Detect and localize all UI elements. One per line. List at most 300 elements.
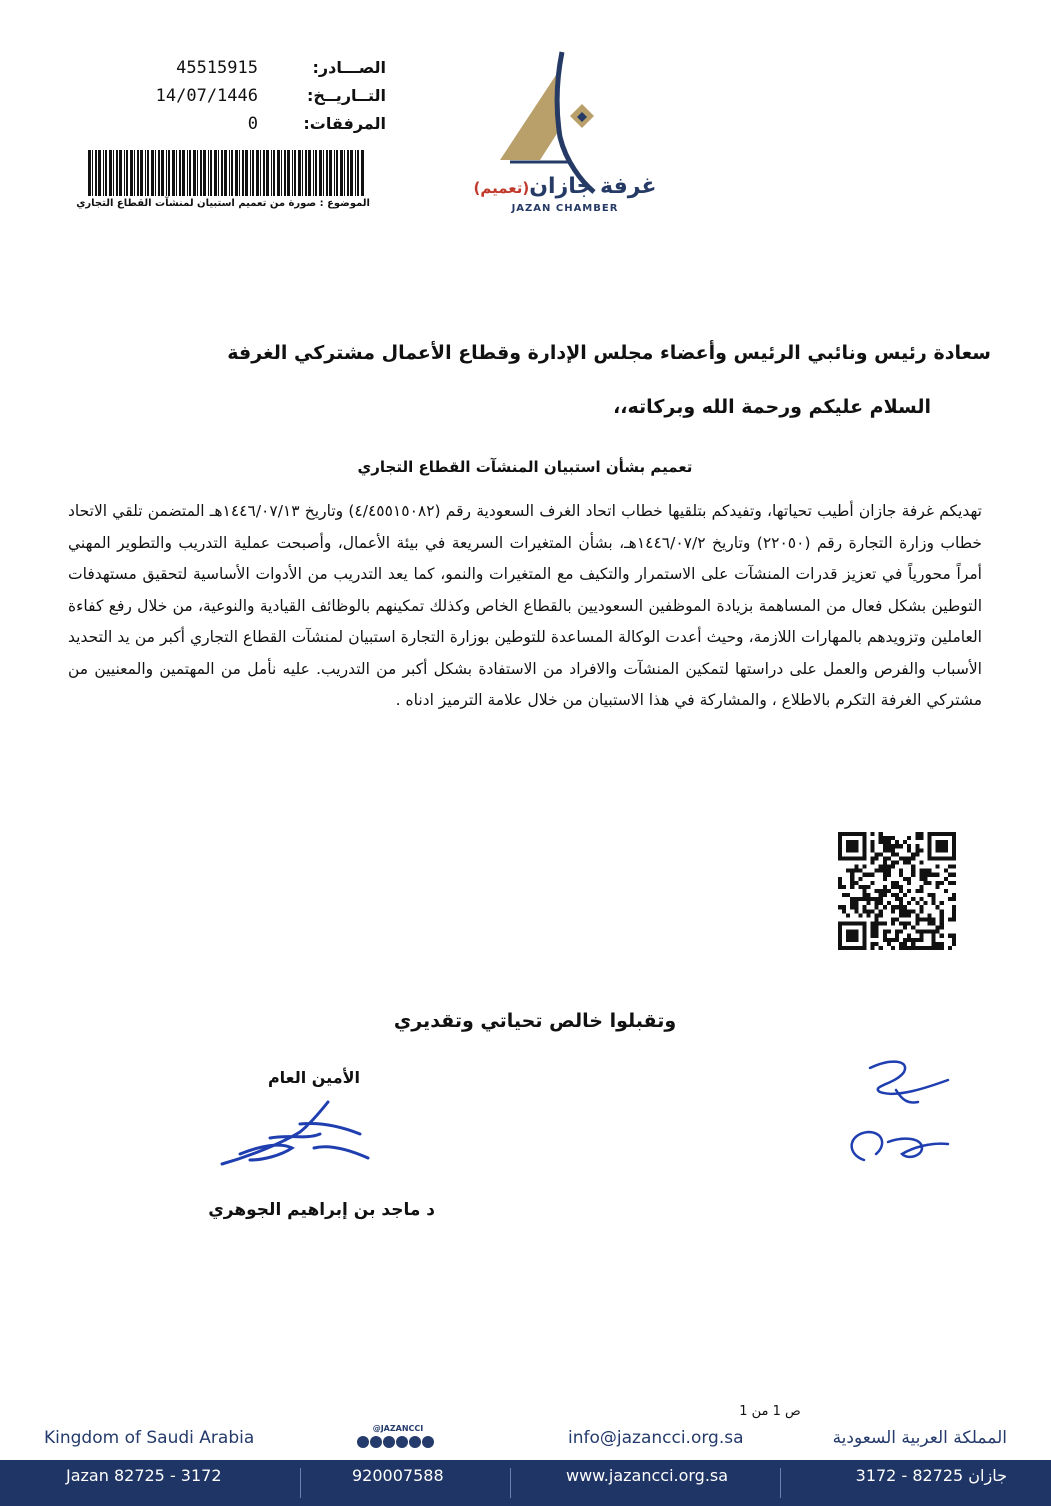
barcode-bar	[166, 150, 167, 196]
qr-module	[915, 901, 919, 905]
closing-line: وتقبلوا خالص تحياتي وتقديري	[393, 1010, 677, 1032]
qr-module	[952, 913, 956, 917]
social-handle[interactable]: @JAZANCCI	[372, 1424, 424, 1433]
barcode-bar	[357, 150, 359, 196]
qr-module	[932, 922, 936, 926]
qr-module	[899, 942, 903, 946]
qr-module	[899, 909, 903, 913]
qr-module	[879, 889, 883, 893]
barcode-bar	[242, 150, 244, 196]
barcode	[86, 150, 366, 196]
qr-module	[907, 856, 911, 860]
qr-module	[887, 836, 891, 840]
qr-module	[936, 926, 940, 930]
qr-module	[907, 946, 911, 950]
qr-module	[862, 889, 866, 893]
qr-module	[838, 885, 842, 889]
qr-module	[936, 942, 940, 946]
qr-module	[915, 844, 919, 848]
qr-module	[871, 946, 875, 950]
barcode-bar	[271, 150, 272, 196]
issued-number: 45515915	[176, 58, 258, 78]
qr-module	[895, 917, 899, 921]
qr-module	[932, 930, 936, 934]
qr-module	[923, 881, 927, 885]
qr-module	[850, 885, 854, 889]
qr-module	[895, 885, 899, 889]
qr-module	[871, 909, 875, 913]
qr-module	[895, 905, 899, 909]
qr-module	[903, 942, 907, 946]
qr-module	[887, 856, 891, 860]
qr-module	[862, 893, 866, 897]
qr-module	[895, 860, 899, 864]
qr-module	[919, 889, 923, 893]
qr-module	[915, 848, 919, 852]
qr-module	[891, 946, 895, 950]
qr-module	[907, 836, 911, 840]
barcode-bar	[200, 150, 202, 196]
qr-module	[879, 946, 883, 950]
qr-module	[850, 901, 854, 905]
qr-module	[895, 930, 899, 934]
qr-module	[871, 873, 875, 877]
qr-module	[842, 893, 846, 897]
qr-module	[911, 852, 915, 856]
qr-module	[858, 913, 862, 917]
barcode-bar	[326, 150, 328, 196]
letter-body: تهديكم غرفة جازان أطيب تحياتها، وتفيدكم بتلقيها خطاب اتحاد الغرف السعودية رقم (٤/٤٥٥١٥٠٨٢) وتاريخ ١٤٤٦/٠٧/١٣هـ المتضمن تلقي الاتحاد خطاب وزارة التجارة رقم (٢٢٠٥٠) وتاريخ ١٤٤٦/٠٧/٢هـ، بشأن المتغيرات السريعة في بيئة الأعمال، وأصبحت عملية التدريب والتطوير المهني أمراً محورياً في تعزيز قدرات المنشآت على الاستمرار والتكيف مع المتغيرات والنمو، كما يعد التدريب من الأدوات الأساسية لتحقيق مستهدفات التوطين بشكل فعال من المساهمة بزيادة الموظفين السعوديين بالقطاع الخاص وكذلك تمكينهم بالوظائف القيادية والنوعية، من خلال رفع كفاءة العاملين وتزويدهم بالمهارات اللازمة، وحيث أعدت الوكالة المساعدة للتوطين بوزارة التجارة استبيان لمنشآت القطاع التجاري أكبر من يد التحديد الأسباب والفرص والعمل على دراستها لتمكين المنشآت والافراد من الاستفادة بشكل أكبر من التدريب. عليه نأمل من المهتمين والمعنيين من مشتركي الغرفة التكرم بالاطلاع ، والمشاركة في هذا الاستبيان من خلال علامة الترميز ادناه .	[68, 502, 983, 709]
qr-module	[838, 832, 866, 836]
qr-module	[923, 917, 927, 921]
barcode-bar	[350, 150, 353, 196]
qr-module	[903, 913, 907, 917]
footer-website[interactable]: www.jazancci.org.sa	[566, 1466, 729, 1485]
barcode-bar	[113, 150, 114, 196]
qr-module	[915, 917, 919, 921]
qr-module	[871, 848, 875, 852]
qr-module	[952, 832, 956, 860]
qr-module	[948, 881, 952, 885]
qr-module	[887, 942, 891, 946]
qr-module	[891, 909, 895, 913]
barcode-bar	[105, 150, 107, 196]
qr-module	[919, 897, 923, 901]
qr-module	[879, 897, 883, 901]
qr-module	[866, 897, 870, 901]
qr-module	[871, 881, 875, 885]
qr-module	[891, 844, 895, 848]
page-number: ص 1 من 1	[739, 1404, 801, 1419]
qr-module	[883, 930, 887, 934]
barcode-bar	[168, 150, 170, 196]
date-label: التــاريــخ:	[306, 86, 386, 105]
qr-module	[899, 844, 903, 848]
qr-module	[928, 917, 932, 921]
logo-name-ar: غرفة جازان	[529, 174, 657, 199]
qr-module	[928, 869, 932, 873]
barcode-bar	[224, 150, 227, 196]
qr-module	[928, 893, 932, 897]
qr-module	[846, 869, 850, 873]
qr-module	[899, 930, 903, 934]
qr-module	[903, 877, 907, 881]
footer-country-ar: المملكة العربية السعودية	[832, 1428, 1007, 1448]
qr-module	[846, 893, 850, 897]
qr-module	[842, 905, 846, 909]
logo-wordmark-en: JAZAN CHAMBER	[511, 203, 619, 214]
qr-module	[883, 840, 887, 844]
barcode-bar	[250, 150, 251, 196]
qr-module	[940, 922, 944, 926]
barcode-bar	[329, 150, 332, 196]
barcode-bar	[210, 150, 212, 196]
qr-module	[907, 881, 911, 885]
issued-label: الصـــادر:	[312, 58, 386, 77]
barcode-bar	[284, 150, 286, 196]
qr-module	[936, 873, 940, 877]
qr-module	[895, 881, 899, 885]
qr-module	[899, 905, 903, 909]
barcode-bar	[218, 150, 219, 196]
qr-module	[952, 865, 956, 869]
barcode-bar	[281, 150, 282, 196]
qr-module	[875, 922, 879, 926]
barcode-bar	[187, 150, 188, 196]
qr-code[interactable]	[832, 832, 962, 950]
qr-module	[919, 885, 923, 889]
qr-module	[842, 909, 846, 913]
qr-module	[923, 901, 927, 905]
barcode-bar	[145, 150, 146, 196]
barcode-bar	[119, 150, 122, 196]
logo-tag: (تعميم)	[473, 179, 530, 197]
barcode-bar	[161, 150, 164, 196]
qr-module	[899, 856, 903, 860]
letter-meta	[148, 58, 386, 142]
signature-image	[210, 1094, 380, 1184]
qr-module	[911, 856, 915, 860]
qr-module	[919, 832, 923, 836]
qr-module	[952, 897, 956, 901]
attachments-row	[148, 114, 386, 142]
qr-module	[932, 938, 936, 942]
barcode-bar	[315, 150, 317, 196]
qr-module	[899, 873, 903, 877]
qr-module	[903, 840, 907, 844]
qr-module	[928, 922, 932, 926]
footer-separator	[300, 1468, 301, 1498]
qr-module	[858, 869, 862, 873]
qr-module	[891, 836, 895, 840]
qr-module	[911, 942, 915, 946]
barcode-bar	[252, 150, 254, 196]
footer-country-en: Kingdom of Saudi Arabia	[44, 1428, 255, 1448]
qr-module	[915, 836, 919, 840]
qr-module	[919, 905, 923, 909]
qr-module	[891, 922, 895, 926]
qr-module	[862, 922, 866, 950]
qr-module	[891, 905, 895, 909]
qr-module	[911, 926, 915, 930]
signer-name: د ماجد بن إبراهيم الجوهري	[208, 1200, 435, 1220]
qr-module	[862, 905, 866, 909]
qr-module	[911, 946, 915, 950]
qr-module	[895, 897, 899, 901]
barcode-bar	[298, 150, 301, 196]
qr-module	[871, 930, 875, 934]
qr-module	[862, 832, 866, 860]
qr-module	[911, 869, 915, 873]
qr-module	[875, 905, 879, 909]
signer-title: الأمين العام	[267, 1068, 360, 1087]
barcode-bar	[126, 150, 128, 196]
qr-module	[907, 844, 911, 848]
qr-module	[875, 852, 879, 856]
qr-module	[879, 865, 883, 869]
qr-module	[928, 832, 932, 860]
barcode-bar	[203, 150, 206, 196]
qr-module	[940, 913, 944, 917]
qr-module	[952, 909, 956, 913]
qr-module	[862, 865, 866, 869]
barcode-bar	[229, 150, 230, 196]
footer-email[interactable]: info@jazancci.org.sa	[568, 1428, 744, 1448]
qr-module	[940, 934, 944, 938]
barcode-bar	[305, 150, 307, 196]
barcode-bar	[287, 150, 290, 196]
qr-module	[932, 917, 936, 921]
qr-module	[899, 946, 903, 950]
qr-module	[948, 873, 952, 877]
qr-module	[895, 840, 899, 844]
qr-module	[891, 860, 895, 864]
barcode-bar	[256, 150, 259, 196]
qr-module	[887, 840, 891, 844]
qr-module	[838, 832, 842, 860]
qr-module	[875, 901, 879, 905]
footer-phone[interactable]: 920007588	[352, 1466, 444, 1485]
qr-module	[932, 934, 936, 938]
footer-separator	[510, 1468, 511, 1498]
qr-module	[919, 930, 923, 934]
qr-module	[850, 873, 854, 877]
qr-module	[923, 946, 927, 950]
qr-module	[883, 938, 887, 942]
barcode-bar	[266, 150, 269, 196]
qr-module	[915, 889, 919, 893]
qr-module	[871, 840, 875, 844]
qr-module	[899, 897, 903, 901]
qr-module	[948, 865, 952, 869]
qr-module	[940, 909, 944, 913]
barcode-bar	[109, 150, 112, 196]
barcode-bar	[277, 150, 280, 196]
barcode-bar	[158, 150, 160, 196]
qr-module	[850, 881, 854, 885]
barcode-bar	[340, 150, 343, 196]
addressee: سعادة رئيس ونائبي الرئيس وأعضاء مجلس الإدارة وقطاع الأعمال مشتركي الغرفة	[227, 342, 991, 364]
barcode-bar	[347, 150, 349, 196]
qr-module	[850, 897, 854, 901]
qr-module	[928, 913, 932, 917]
barcode-bar	[147, 150, 149, 196]
qr-module	[838, 946, 866, 950]
qr-module	[862, 885, 866, 889]
qr-module	[842, 885, 846, 889]
qr-module	[871, 922, 875, 926]
qr-module	[952, 873, 956, 877]
qr-module	[854, 881, 858, 885]
qr-module	[871, 942, 875, 946]
qr-module	[932, 897, 936, 901]
qr-module	[854, 897, 858, 901]
qr-module	[895, 938, 899, 942]
barcode-bar	[313, 150, 314, 196]
qr-module	[846, 840, 858, 852]
qr-module	[875, 889, 879, 893]
qr-module	[854, 901, 858, 905]
barcode-bar	[344, 150, 345, 196]
qr-module	[875, 869, 879, 873]
qr-module	[923, 873, 927, 877]
qr-module	[928, 881, 932, 885]
barcode-bar	[172, 150, 175, 196]
qr-module	[899, 885, 903, 889]
qr-module	[883, 865, 887, 869]
qr-module	[903, 926, 907, 930]
qr-module	[866, 901, 870, 905]
qr-module	[923, 930, 927, 934]
barcode-bar	[235, 150, 238, 196]
barcode-bar	[193, 150, 196, 196]
qr-module	[903, 856, 907, 860]
qr-module	[871, 897, 875, 901]
letter-topic: تعميم بشأن استبيان المنشآت القطاع التجاري	[357, 458, 693, 476]
qr-module	[891, 885, 895, 889]
initials-stamp	[830, 1050, 970, 1180]
barcode-bar	[140, 150, 143, 196]
qr-module	[899, 922, 903, 926]
qr-module	[907, 889, 911, 893]
qr-module	[883, 877, 887, 881]
social-icons[interactable]	[353, 1435, 443, 1449]
qr-module	[887, 889, 891, 893]
greeting: السلام عليكم ورحمة الله وبركاته،،	[613, 396, 931, 418]
barcode-bar	[294, 150, 296, 196]
qr-module	[940, 946, 944, 950]
qr-module	[871, 926, 875, 930]
issued-row	[148, 58, 386, 86]
qr-module	[887, 873, 891, 877]
barcode-bar	[214, 150, 217, 196]
qr-module	[887, 869, 891, 873]
barcode-bar	[221, 150, 223, 196]
qr-module	[940, 901, 944, 905]
barcode-bar	[361, 150, 364, 196]
qr-module	[883, 873, 887, 877]
qr-module	[838, 922, 866, 926]
qr-module	[928, 930, 932, 934]
qr-module	[875, 913, 879, 917]
qr-module	[883, 869, 887, 873]
qr-module	[919, 873, 923, 877]
qr-module	[903, 946, 907, 950]
qr-module	[907, 909, 911, 913]
qr-module	[936, 885, 940, 889]
qr-module	[879, 901, 883, 905]
qr-module	[915, 938, 919, 942]
qr-module	[875, 934, 879, 938]
qr-module	[903, 860, 907, 864]
qr-module	[907, 848, 911, 852]
qr-module	[891, 917, 895, 921]
barcode-bar	[308, 150, 311, 196]
qr-module	[895, 934, 899, 938]
qr-module	[875, 942, 879, 946]
qr-module	[887, 938, 891, 942]
qr-module	[883, 856, 887, 860]
qr-module	[923, 877, 927, 881]
qr-module	[936, 905, 940, 909]
barcode-bar	[98, 150, 101, 196]
qr-module	[952, 917, 956, 921]
qr-module	[891, 938, 895, 942]
qr-module	[879, 852, 883, 856]
qr-module	[854, 909, 858, 913]
qr-module	[879, 922, 883, 926]
qr-module	[846, 913, 850, 917]
qr-module	[899, 889, 903, 893]
barcode-bar	[103, 150, 104, 196]
qr-module	[903, 893, 907, 897]
barcode-bar	[176, 150, 177, 196]
qr-module	[932, 893, 936, 897]
qr-module	[936, 930, 940, 934]
barcode-bar	[245, 150, 248, 196]
qr-module	[952, 942, 956, 946]
qr-module	[919, 909, 923, 913]
qr-module	[879, 836, 883, 840]
qr-module	[944, 877, 948, 881]
qr-module	[932, 901, 936, 905]
qr-module	[875, 856, 879, 860]
qr-module	[919, 917, 923, 921]
qr-module	[952, 934, 956, 938]
qr-module	[919, 934, 923, 938]
qr-module	[919, 877, 923, 881]
footer-city-ar: جازان 82725 - 3172	[855, 1466, 1007, 1485]
qr-module	[899, 901, 903, 905]
qr-module	[911, 938, 915, 942]
qr-module	[871, 934, 875, 938]
qr-module	[887, 901, 891, 905]
qr-module	[944, 889, 948, 893]
qr-module	[850, 905, 854, 909]
qr-module	[838, 905, 842, 909]
qr-module	[883, 922, 887, 926]
qr-module	[887, 865, 891, 869]
barcode-bar	[88, 150, 91, 196]
barcode-bar	[134, 150, 135, 196]
attachments-label: المرفقات:	[303, 114, 386, 133]
qr-module	[883, 889, 887, 893]
barcode-bar	[208, 150, 209, 196]
barcode-bar	[336, 150, 338, 196]
qr-module	[866, 885, 870, 889]
qr-module	[948, 934, 952, 938]
qr-module	[862, 909, 866, 913]
